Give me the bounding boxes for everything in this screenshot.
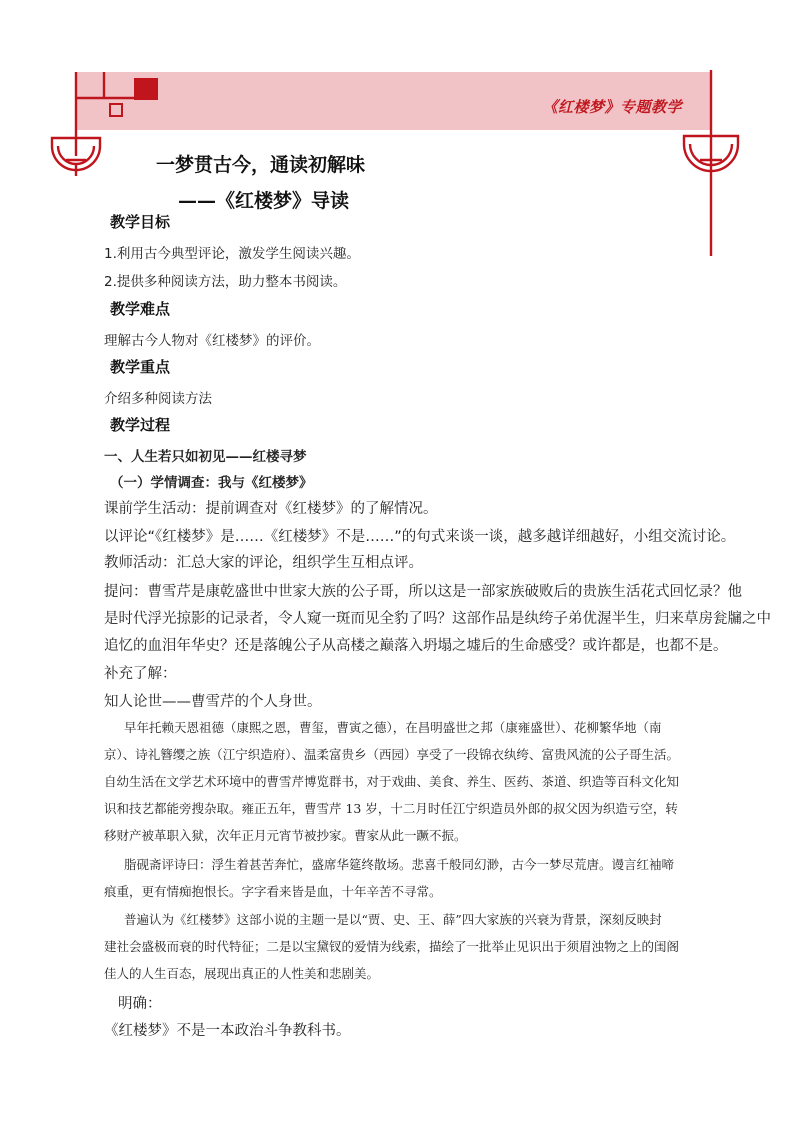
difficulty-text: 理解古今人物对《红楼梦》的评价。 <box>104 333 320 349</box>
part-1-heading: 一、人生若只如初见——红楼寻梦 <box>104 449 307 465</box>
quote-3-line-2: 建社会盛极而衰的时代特征；二是以宝黛钗的爱情为线索，描绘了一批举止见识出于须眉浊物之上的闺阁 <box>104 939 680 954</box>
quote-3-line-1: 普遍认为《红楼梦》这部小说的主题一是以“贾、史、王、薛”四大家族的兴衰为背景，深刻反映封 <box>124 912 662 927</box>
quote-1-line-4: 识和技艺都能旁搜杂取。雍正五年，曹雪芹 13 岁，十二月时任江宁织造员外郎的叔父因为织造亏空，转 <box>104 801 678 816</box>
goal-1: 1.利用古今典型评论，激发学生阅读兴趣。 <box>104 246 360 262</box>
paragraph-8: 《红楼梦》不是一本政治斗争教科书。 <box>104 1023 351 1039</box>
part-1-1-heading: （一）学情调查：我与《红楼梦》 <box>110 475 313 491</box>
paragraph-7: 明确： <box>118 996 162 1012</box>
quote-3-line-3: 佳人的人生百态，展现出真正的人性美和悲剧美。 <box>104 966 380 981</box>
quote-1-line-3: 自幼生活在文学艺术环境中的曹雪芹博览群书，对于戏曲、美食、养生、医药、茶道、织造等百科文化知 <box>104 774 680 789</box>
paragraph-3: 教师活动：汇总大家的评论，组织学生互相点评。 <box>104 555 423 571</box>
paragraph-6: 知人论世——曹雪芹的个人身世。 <box>104 694 322 710</box>
document-subtitle: ——《红楼梦》导读 <box>178 190 350 212</box>
document-title: 一梦贯古今，通读初解味 <box>156 154 366 176</box>
difficulty-heading: 教学难点 <box>110 300 171 318</box>
series-title: 《红楼梦》专题教学 <box>542 98 682 116</box>
quote-1-line-1: 早年托赖天恩祖德（康熙之恩，曹玺，曹寅之德），在昌明盛世之邦（康雍盛世）、花柳繁华地（南 <box>124 720 662 735</box>
paragraph-2: 以评论“《红楼梦》是……《红楼梦》不是……”的句式来谈一谈，越多越详细越好，小组交流讨论。 <box>104 529 736 545</box>
process-heading: 教学过程 <box>110 416 171 434</box>
focus-heading: 教学重点 <box>110 358 171 376</box>
focus-text: 介绍多种阅读方法 <box>104 391 212 407</box>
goal-2: 2.提供多种阅读方法，助力整本书阅读。 <box>104 274 347 290</box>
paragraph-4-line-3: 追忆的血泪年华史？还是落魄公子从高楼之巅落入坍塌之墟后的生命感受？或许都是，也都不是。 <box>104 638 728 654</box>
quote-1-line-5: 移财产被革职入狱，次年正月元宵节被抄家。曹家从此一蹶不振。 <box>104 828 467 843</box>
paragraph-4-line-1: 提问：曹雪芹是康乾盛世中世家大族的公子哥，所以这是一部家族破败后的贵族生活花式回忆录？他 <box>104 584 742 600</box>
quote-1-line-2: 京）、诗礼簪缨之族（江宁织造府）、温柔富贵乡（西园）享受了一段锦衣纨绔、富贵风流的公子哥生活。 <box>104 747 680 762</box>
quote-2-line-1: 脂砚斋评诗曰：浮生着甚苦奔忙，盛席华筵终散场。悲喜千般同幻渺，古今一梦尽荒唐。谩言红袖啼 <box>124 857 675 872</box>
paragraph-5: 补充了解： <box>104 666 177 682</box>
paragraph-4-line-2: 是时代浮光掠影的记录者，令人窥一斑而见全豹了吗？这部作品是纨绔子弟优渥半生，归来草房瓮牖之中 <box>104 611 771 627</box>
goals-heading: 教学目标 <box>110 213 171 231</box>
paragraph-1: 课前学生活动：提前调查对《红楼梦》的了解情况。 <box>104 501 438 517</box>
right-corner-ornament <box>676 68 756 268</box>
quote-2-line-2: 痕重，更有情痴抱恨长。字字看来皆是血，十年辛苦不寻常。 <box>104 884 442 899</box>
